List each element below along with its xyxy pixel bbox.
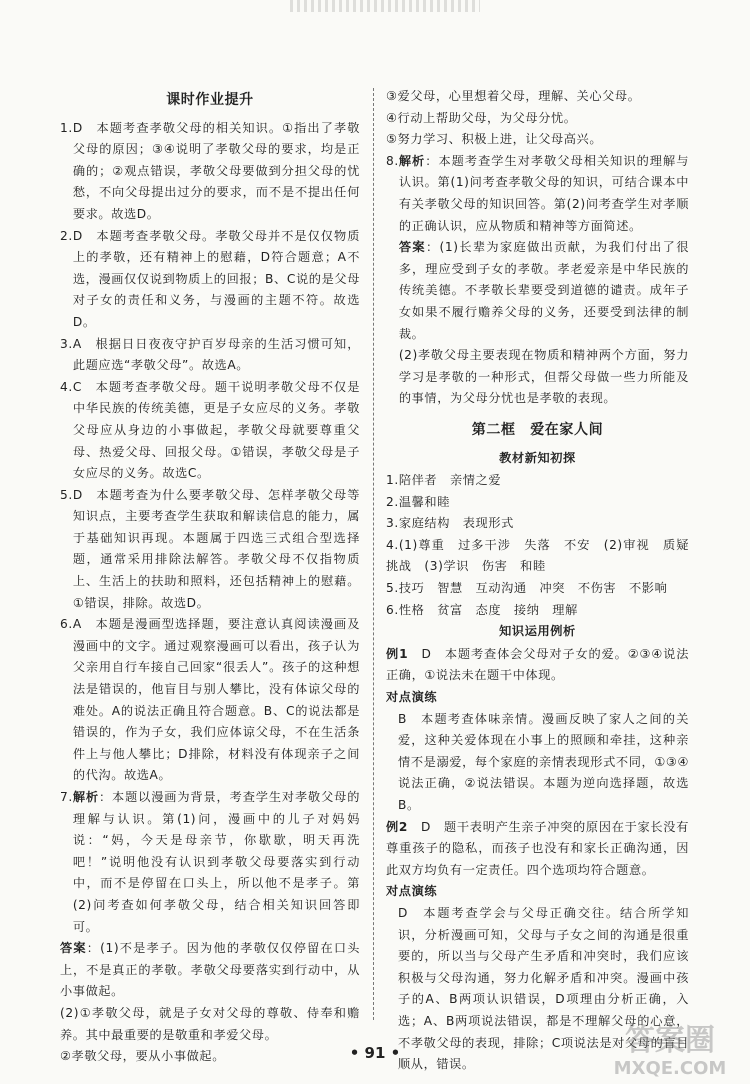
- analysis-text: ：本题考查学生对孝敬父母相关知识的理解与认识。第(1)问考查孝敬父母的知识，可结合课本中有关孝敬父母的知识回答。第(2)问考查学生对孝顺的正确认识，应从物质和精神等方面简述。: [398, 153, 690, 233]
- item-number: 7.: [60, 790, 73, 804]
- continued-line-1: ③爱父母，心里想着父母，理解、关心父母。: [386, 89, 641, 103]
- item-number: 1.: [60, 120, 73, 135]
- item-text: A 本题是漫画型选择题，要注意认真阅读漫画及漫画中的文字。通过观察漫画可以看出，孩子认为父亲用自行车接自己回家“很丢人”。孩子的这种想法是错误的，他盲目与别人攀比，没有体谅父母的难处。A的说法正确且符合题意。B、C的说法都是错误的，作为子女，我们应体谅父母，不在生活条件上与他人攀比；D排除，材料没有体现亲子之间的代沟。故选A。: [72, 617, 360, 783]
- item-number: 6.: [60, 617, 73, 632]
- answer-text-2: (2)孝敬父母主要表现在物质和精神两个方面，努力学习是孝敬的一种形式，但帮父母做一些力所能及的事情，为父母分忧也是孝敬的表现。: [398, 348, 689, 406]
- answer-item-8: [386, 151, 689, 410]
- answer-item-4: [60, 377, 360, 485]
- new-knowledge-item: 2.温馨和睦: [386, 494, 450, 509]
- drill-label: 对点演练: [386, 690, 438, 705]
- item-text: A 根据日日夜夜守护百岁母亲的生活习惯可知，此题应选“孝敬父母”。故选A。: [72, 336, 360, 373]
- page-number: • 91 •: [349, 1044, 401, 1062]
- item-text: D 本题考查孝敬父母的相关知识。①指出了孝敬父母的原因；③④说明了孝敬父母的要求，均是正确的；②观点错误，孝敬父母要做到分担父母的忧愁，不向父母提出过分的要求，而不是不提出任何要求。故选D。: [72, 120, 360, 221]
- subsection-heading: 知识运用例析: [499, 624, 576, 639]
- answer-item-6: [60, 614, 360, 787]
- analysis-label: 解析: [398, 153, 426, 168]
- new-knowledge-item: 3.家庭结构 表现形式: [386, 516, 514, 531]
- column-divider: [373, 88, 374, 1020]
- new-knowledge-item: 5.技巧 智慧 互动沟通 冲突 不伤害 不影响: [386, 581, 668, 596]
- answer-text: ：(1)不是孝子。因为他的孝敬仅仅停留在口头上，不是真正的孝敬。孝敬父母要落实到行动中，从小事做起。: [60, 941, 361, 999]
- drill-text-1: B 本题考查体味亲情。漫画反映了家人之间的关爱，这种关爱体现在小事上的照顾和牵挂，这种亲情不是溺爱，每个家庭的亲情表现形式不同，①③④说法正确，②说法错误。本题为逆向选择题，故选B。: [398, 711, 689, 812]
- drill-text-2: D 本题考查学会与父母正确交往。结合所学知识，分析漫画可知，父母与子女之间的沟通是很重要的，所以当与父母产生矛盾和冲突时，我们应该积极与父母沟通，努力化解矛盾和冲突。漫画中孩子的A、B两项认识错误，D项理由分析正确，入选；A、B两项说法错误，都是不理解父母的心意，不孝敬父母的表现，排除；C项说法是对父母的盲目顺从，错误。: [398, 905, 689, 1072]
- answer-item-2: [60, 226, 360, 334]
- answer-text-2a: (2)①孝敬父母，就是子女对父母的尊敬、侍奉和赡养。其中最重要的是敬重和孝爱父母。: [60, 1005, 360, 1042]
- example-label: 例1: [386, 646, 409, 661]
- continued-line-2: ④行动上帮助父母，为父母分忧。: [386, 110, 577, 125]
- section-title: 第二框 爱在家人间: [471, 421, 604, 438]
- answer-label: 答案: [398, 240, 426, 255]
- answer-text: ：(1)长辈为家庭做出贡献，为我们付出了很多，理应受到子女的孝敬。孝老爱亲是中华民族的传统美德。不孝敬长辈要受到道德的谴责。成年子女如果不履行赡养父母的义务，还要受到法律的制裁。: [398, 240, 689, 341]
- scan-artifact: [290, 0, 480, 12]
- right-column: [386, 86, 702, 1076]
- answer-block: [60, 938, 360, 1003]
- new-knowledge-item: 1.陪伴者 亲情之爱: [386, 473, 502, 488]
- new-knowledge-item: 4.(1)尊重 过多干涉 失落 不安 (2)审视 质疑 挑战 (3)学识 伤害 和睦: [386, 537, 702, 574]
- item-text: [73, 787, 360, 938]
- item-number: 8.: [386, 153, 399, 168]
- item-text: D 本题考查为什么要孝敬父母、怎样孝敬父母等知识点，主要考查学生获取和解读信息的能力，属于基础知识再现。本题属于四选三式组合型选择题，通常采用排除法解答。孝敬父母不仅指物质上、生活上的扶助和照料，还包括精神上的慰藉。①错误，排除。故选D。: [72, 487, 360, 610]
- continued-line-3: ⑤努力学习、积极上进，让父母高兴。: [386, 132, 603, 147]
- example-text: D 本题考查体会父母对子女的爱。②③④说法正确，①说法未在题干中体现。: [386, 646, 689, 683]
- drill-label: 对点演练: [386, 884, 438, 899]
- example-text: D 题干表明产生亲子冲突的原因在于家长没有尊重孩子的隐私，而孩子也没有和家长正确沟通，因此双方均负有一定责任。四个选项均符合题意。: [386, 819, 689, 877]
- analysis-label: 解析: [72, 790, 99, 804]
- item-number: 5.: [60, 487, 73, 502]
- example-1: [386, 644, 689, 687]
- analysis-text: ：本题以漫画为背景，考查学生对孝敬父母的理解与认识。第(1)问，漫画中的儿子对妈妈说：“妈，今天是母亲节，你歇歇，明天再洗吧！”说明他没有认识到孝敬父母要落实到行动中，而不是停留在口头上，所以他不是孝子。第(2)问考查如何孝敬父母，结合相关知识回答即可。: [72, 790, 361, 934]
- answer-text-2b: ②孝敬父母，要从小事做起。: [60, 1049, 225, 1064]
- item-text: D 本题考查孝敬父母。孝敬父母并不是仅仅物质上的孝敬，还有精神上的慰藉，D符合题意；A不选，漫画仅仅说到物质上的回报；B、C说的是父母对子女的责任和义务，与漫画的主题不符。故选D。: [72, 228, 360, 329]
- new-knowledge-item: 6.性格 贫富 态度 接纳 理解: [386, 602, 578, 617]
- answer-item-3: [60, 334, 360, 377]
- item-text: [399, 151, 689, 410]
- left-column: [60, 86, 360, 1068]
- answer-label: 答案: [60, 941, 87, 956]
- item-number: 3.: [60, 336, 73, 351]
- svg-text:答案圈: 答案圈: [625, 1023, 715, 1058]
- section-heading: 课时作业提升: [166, 92, 254, 108]
- answer-item-5: [60, 485, 360, 615]
- watermark-logo: [600, 1018, 740, 1080]
- example-2: [386, 817, 689, 882]
- subsection-heading: 教材新知初探: [499, 450, 576, 465]
- item-text: C 本题考查孝敬父母。题干说明孝敬父母不仅是中华民族的传统美德，更是子女应尽的义务。孝敬父母应从身边的小事做起，孝敬父母就要尊重父母、热爱父母、回报父母。①错误，孝敬父母是子女应尽的义务。故选C。: [72, 379, 360, 481]
- answer-item-1: [60, 118, 360, 226]
- item-number: 2.: [60, 228, 73, 243]
- answer-item-7: [60, 787, 360, 938]
- item-number: 4.: [60, 379, 73, 394]
- svg-text:MXQE.COM: MXQE.COM: [613, 1058, 727, 1079]
- example-label: 例2: [386, 819, 408, 834]
